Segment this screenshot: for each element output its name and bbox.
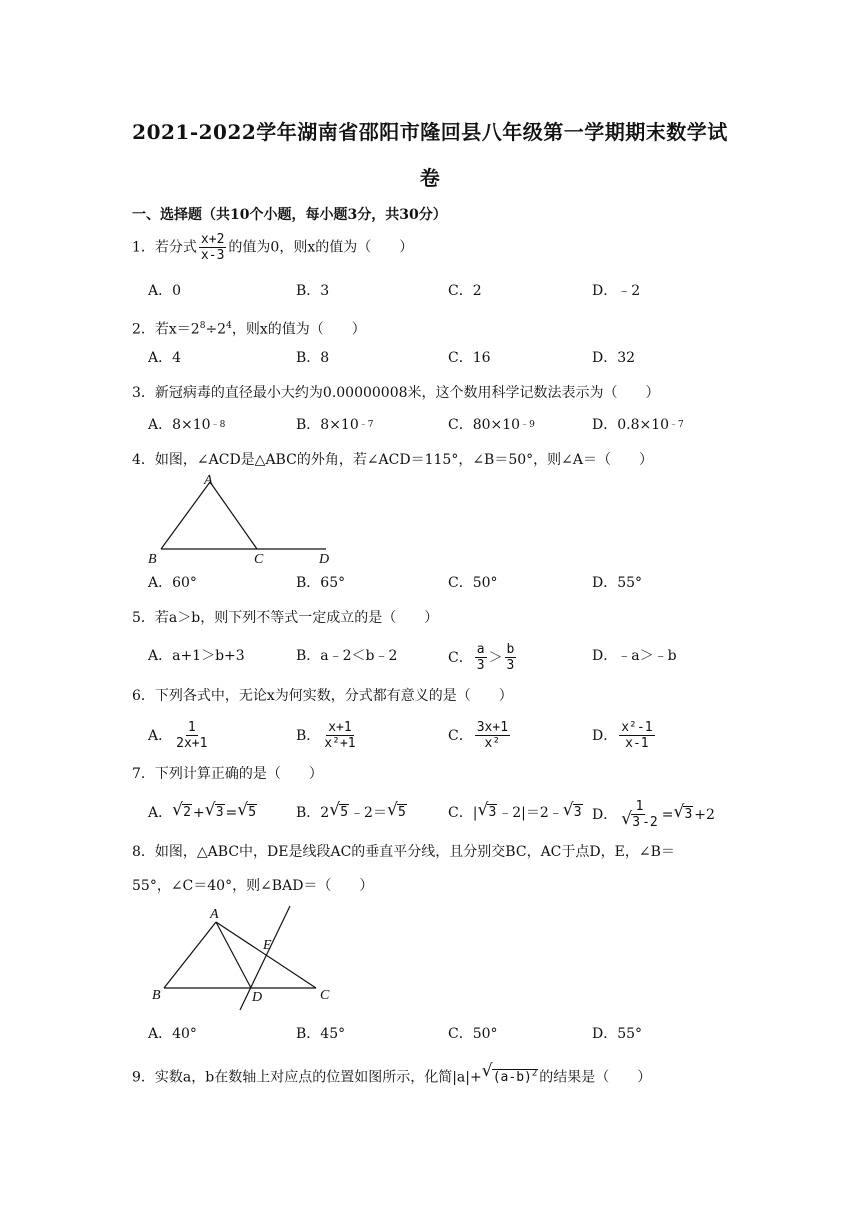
option-a[interactable]: A．4	[148, 350, 182, 366]
question-2	[132, 316, 366, 340]
option-a[interactable]: A．8×10 ﹣8	[148, 417, 226, 433]
option-b[interactable]: B．45°	[296, 1026, 346, 1042]
sqrt: √ 3	[206, 799, 225, 827]
option-d[interactable]: D．﹣2	[592, 283, 641, 299]
question-6: 6．下列各式中，无论x为何实数，分式都有意义的是（ ）	[132, 688, 513, 704]
label-b: B	[148, 552, 157, 567]
edge-ab	[161, 482, 210, 549]
edge-ab	[164, 922, 216, 988]
fraction: $\frac{3x+1}{\text{x²}}$	[476, 720, 509, 751]
fraction: 1 √ 3 -2	[619, 799, 659, 830]
fraction: $\frac{a}{3}$	[476, 642, 485, 673]
label-b: B	[152, 988, 161, 1003]
option-b[interactable]: B．8	[296, 350, 330, 366]
label-a: A	[204, 473, 213, 488]
question-5: 5．若a＞b，则下列不等式一定成立的是（ ）	[132, 610, 439, 626]
fraction: $\frac{b}{3}$	[506, 642, 515, 673]
option-c[interactable]: C．50°	[448, 575, 498, 591]
question-7-options	[148, 799, 748, 830]
sqrt: √ 3	[674, 801, 693, 829]
sqrt: √ 2	[173, 799, 192, 827]
question-text: ，则x的值为（ ）	[231, 321, 366, 338]
triangle-figure-q4	[140, 470, 340, 570]
label-e: E	[263, 938, 272, 953]
option-b[interactable]: B． $\frac{x+1}{\text{x²+1}}$	[296, 720, 356, 751]
question-1-options	[148, 277, 748, 305]
question-text: 若分式	[154, 239, 197, 256]
option-b[interactable]: B．a﹣2＜b﹣2	[296, 648, 398, 664]
segment-ad	[216, 922, 251, 988]
sqrt: √ 5	[238, 799, 257, 827]
fraction: $\frac{x+2}{x-3}$	[200, 232, 225, 263]
option-c[interactable]: C．2	[448, 283, 482, 299]
option-b[interactable]: B．8×10 ﹣7	[296, 417, 374, 433]
option-a[interactable]: A． √ 2 + √ 3 = √ 5	[148, 799, 258, 827]
triangle-figure-q8	[140, 902, 360, 1014]
question-number: 1．	[132, 239, 155, 256]
question-6-options	[148, 720, 748, 751]
option-d[interactable]: D． 1 √ 3 -2 = √ 3 +2	[592, 799, 715, 830]
question-8-line1: 8．如图，△ABC中，DE是线段AC的垂直平分线，且分别交BC，AC于点D，E，∠B＝	[132, 844, 675, 860]
section-heading-choice: 一、选择题（共10个小题，每小题3分，共30分）	[132, 207, 447, 223]
question-1	[132, 232, 413, 263]
question-3: 3．新冠病毒的直径最小大约为0.00000008米，这个数用科学记数法表示为（ ）	[132, 385, 660, 401]
option-d[interactable]: D． $\frac{\text{x²-1}}{x-1}$	[592, 720, 653, 751]
option-c[interactable]: C．16	[448, 350, 491, 366]
label-a: A	[210, 907, 219, 922]
question-4: 4．如图，∠ACD是△ABC的外角，若∠ACD＝115°，∠B＝50°，则∠A＝（ ）	[132, 452, 653, 468]
question-text: 的值为0，则x的值为（ ）	[228, 239, 414, 256]
edge-ac	[210, 482, 257, 549]
question-text: ÷2	[205, 321, 227, 338]
label-d: D	[252, 990, 263, 1005]
question-text: 2．若x＝2	[132, 321, 200, 338]
option-d[interactable]: D．55°	[592, 575, 643, 591]
option-c[interactable]: C． $\frac{a}{3}$ ＞ $\frac{b}{3}$	[448, 642, 515, 673]
fraction: $\frac{1}{2x+1}$	[176, 720, 208, 751]
exponent: 4	[226, 321, 232, 331]
option-b[interactable]: B．2 √ 5 ﹣2＝ √ 5	[296, 799, 408, 827]
option-a[interactable]: A．60°	[148, 575, 197, 591]
question-3-options	[148, 411, 748, 439]
label-d: D	[319, 552, 330, 567]
question-5-options	[148, 642, 748, 673]
option-c[interactable]: C． $\frac{3x+1}{\text{x²}}$	[448, 720, 509, 751]
sqrt: √ 3	[564, 799, 583, 827]
label-c: C	[254, 552, 264, 567]
option-a[interactable]: A．40°	[148, 1026, 197, 1042]
label-c: C	[320, 988, 330, 1003]
fraction: $\frac{\text{x²-1}}{x-1}$	[621, 720, 653, 751]
option-a[interactable]: A． $\frac{1}{2x+1}$	[148, 720, 208, 751]
option-c[interactable]: C．50°	[448, 1026, 498, 1042]
exam-title-line1: 2021-2022学年湖南省邵阳市隆回县八年级第一学期期末数学试	[132, 120, 728, 144]
question-text: 9．实数a，b在数轴上对应点的位置如图所示，化简|a|+	[132, 1069, 482, 1086]
sqrt: √ 5	[330, 799, 349, 827]
question-text: 的结果是（ ）	[539, 1069, 652, 1086]
question-9	[132, 1064, 651, 1088]
option-a[interactable]: A．0	[148, 283, 182, 299]
option-a[interactable]: A．a+1＞b+3	[148, 648, 245, 664]
question-8-options	[148, 1020, 748, 1048]
sqrt: √ 3	[622, 815, 641, 830]
exponent: 8	[199, 321, 206, 331]
option-d[interactable]: D．﹣a＞﹣b	[592, 648, 677, 664]
option-d[interactable]: D．32	[592, 350, 636, 366]
question-2-options	[148, 344, 748, 372]
sqrt: √ 5	[388, 799, 407, 827]
question-8-line2: 55°，∠C＝40°，则∠BAD＝（ ）	[132, 878, 374, 894]
option-b[interactable]: B．65°	[296, 575, 346, 591]
question-7: 7．下列计算正确的是（ ）	[132, 766, 323, 782]
exam-title-line2: 卷	[419, 166, 441, 190]
option-b[interactable]: B．3	[296, 283, 330, 299]
option-c[interactable]: C．| √ 3 ﹣2|＝2﹣ √ 3	[448, 799, 584, 827]
option-c[interactable]: C．80×10 ﹣9	[448, 417, 535, 433]
option-d[interactable]: D．0.8×10 ﹣7	[592, 417, 684, 433]
question-4-options	[148, 569, 748, 597]
perpendicular-bisector-de	[240, 906, 290, 1010]
sqrt: √ $(a-b)^2$	[483, 1064, 539, 1088]
fraction: $\frac{x+1}{\text{x²+1}}$	[324, 720, 356, 751]
option-d[interactable]: D．55°	[592, 1026, 643, 1042]
sqrt: √ 3	[478, 799, 497, 827]
